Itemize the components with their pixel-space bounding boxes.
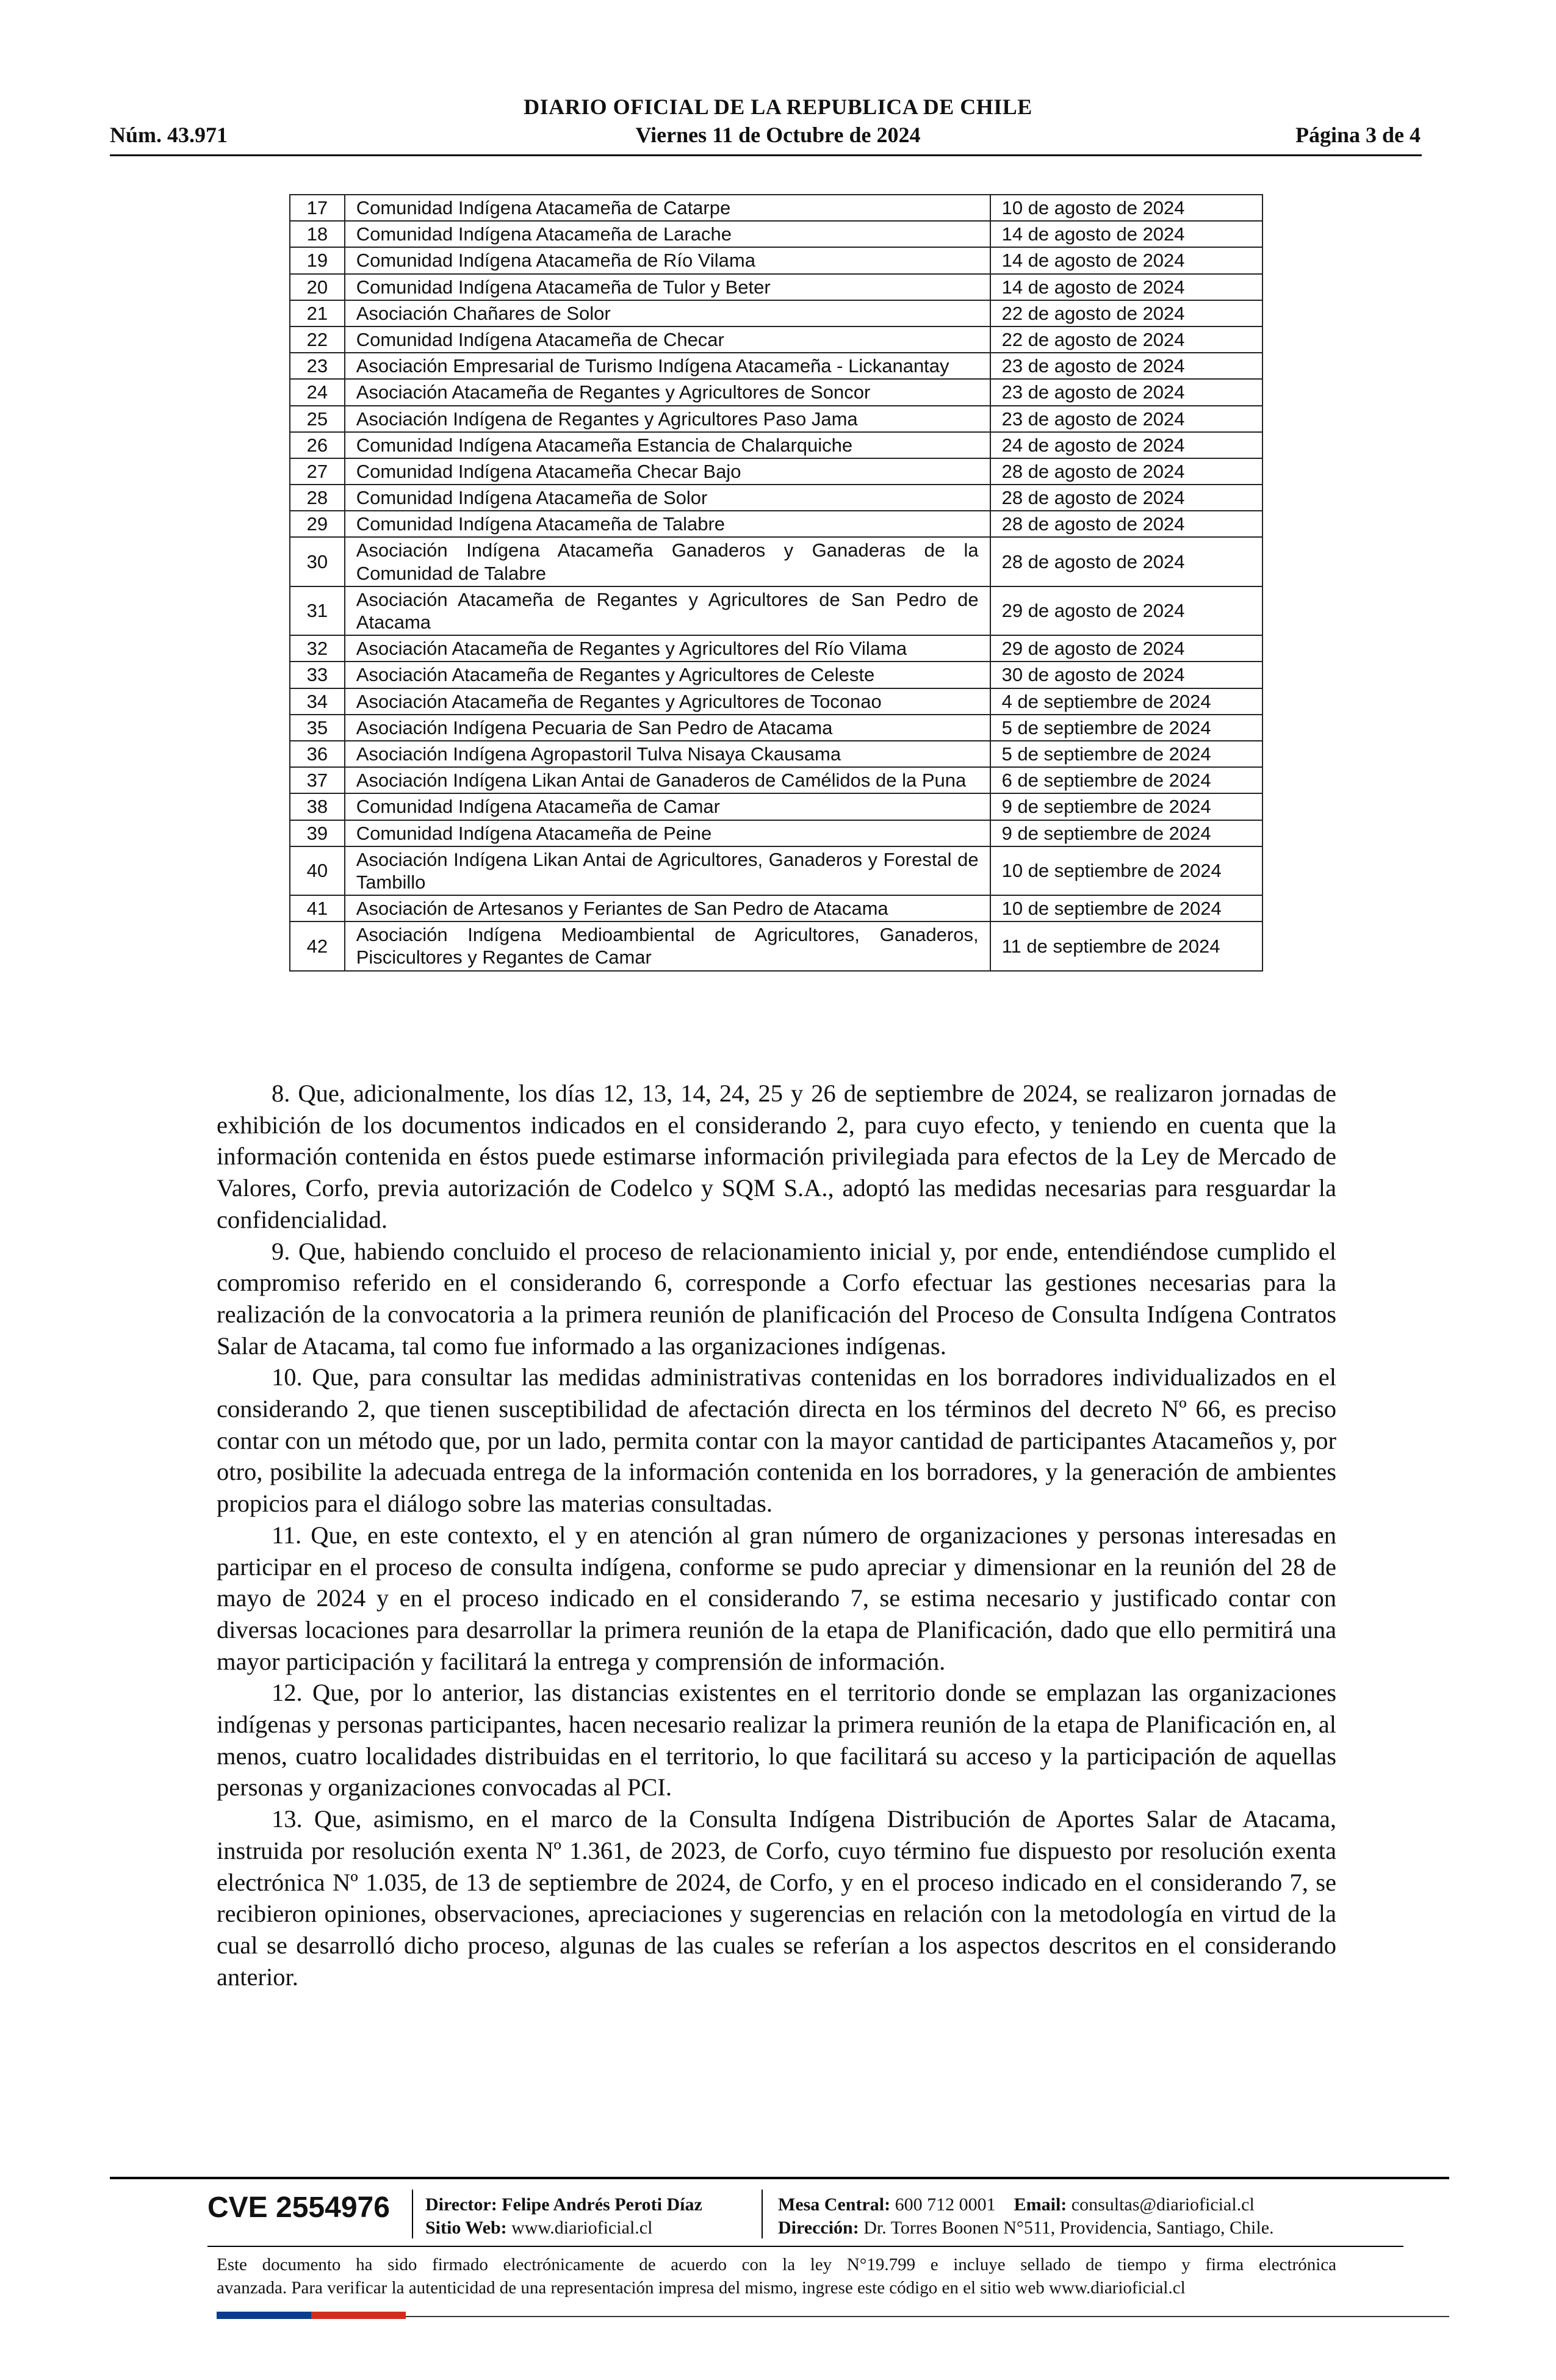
meeting-date: 30 de agosto de 2024	[990, 662, 1262, 688]
chile-flag-stripe	[217, 2312, 406, 2319]
meeting-date: 29 de agosto de 2024	[990, 635, 1262, 662]
table-row	[290, 715, 1262, 741]
row-number: 32	[290, 635, 345, 662]
flag-blue-band	[217, 2312, 311, 2319]
meeting-date: 23 de agosto de 2024	[990, 353, 1262, 379]
meeting-date: 28 de agosto de 2024	[990, 485, 1262, 511]
meeting-date: 28 de agosto de 2024	[990, 537, 1262, 586]
organizations-table-body	[290, 195, 1262, 971]
table-row	[290, 406, 1262, 432]
row-number: 41	[290, 895, 345, 921]
table-row	[290, 300, 1262, 326]
director-name: Felipe Andrés Peroti Díaz	[502, 2194, 702, 2215]
footer-contact-info	[778, 2193, 1274, 2240]
organization-name: Asociación Indígena de Regantes y Agricultores Paso Jama	[345, 406, 990, 432]
meeting-date: 11 de septiembre de 2024	[990, 921, 1262, 970]
meeting-date: 14 de agosto de 2024	[990, 274, 1262, 300]
organizations-table	[289, 194, 1263, 972]
organization-name: Asociación Indígena Likan Antai de Ganaderos de Camélidos de la Puna	[345, 767, 990, 793]
meeting-date: 14 de agosto de 2024	[990, 247, 1262, 273]
table-row	[290, 247, 1262, 273]
row-number: 27	[290, 458, 345, 485]
meeting-date: 24 de agosto de 2024	[990, 432, 1262, 458]
site-link[interactable]: www.diarioficial.cl	[511, 2218, 653, 2238]
table-row	[290, 586, 1262, 635]
paragraph-11: 11. Que, en este contexto, el y en atención al gran número de organizaciones y personas interesadas en participar en el proceso de consulta indígena, conforme se pudo apreciar y dimensionar en la reunión del 28 de mayo de 2024 y en el proceso indicado en el considerando 7, se estima necesario y justificado contar con diversas locaciones para desarrollar la primera reunión de la etapa de Planificación, dado que ello permitirá una mayor participación y facilitará la entrega y comprensión de información.	[217, 1521, 1336, 1675]
table-row	[290, 688, 1262, 715]
organization-name: Comunidad Indígena Atacameña de Checar	[345, 326, 990, 353]
organization-name: Asociación Empresarial de Turismo Indígena Atacameña - Lickanantay	[345, 353, 990, 379]
table-row	[290, 793, 1262, 820]
table-row	[290, 274, 1262, 300]
organization-name: Asociación Indígena Atacameña Ganaderos y Ganaderas de la Comunidad de Talabre	[345, 537, 990, 586]
publication-title: DIARIO OFICIAL DE LA REPUBLICA DE CHILE	[524, 95, 1032, 119]
organization-name: Comunidad Indígena Atacameña de Camar	[345, 793, 990, 820]
row-number: 33	[290, 662, 345, 688]
organization-name: Asociación Atacameña de Regantes y Agricultores de San Pedro de Atacama	[345, 586, 990, 635]
meeting-date: 23 de agosto de 2024	[990, 379, 1262, 405]
table-row	[290, 511, 1262, 537]
table-row	[290, 379, 1262, 405]
row-number: 35	[290, 715, 345, 741]
row-number: 26	[290, 432, 345, 458]
organization-name: Comunidad Indígena Atacameña de Solor	[345, 485, 990, 511]
table-row	[290, 353, 1262, 379]
row-number: 29	[290, 511, 345, 537]
signature-notice-line-2: avanzada. Para verificar la autenticidad de una representación impresa del mismo, ingrese este código en el sitio web www.diarioficial.cl	[217, 2278, 1186, 2298]
meeting-date: 28 de agosto de 2024	[990, 458, 1262, 485]
site-label: Sitio Web:	[425, 2218, 507, 2238]
footer-divider	[110, 2177, 1449, 2179]
email-label: Email:	[1014, 2194, 1067, 2215]
footer-bottom-rule	[406, 2316, 1449, 2317]
organization-name: Comunidad Indígena Atacameña Checar Bajo	[345, 458, 990, 485]
email-link[interactable]: consultas@diarioficial.cl	[1071, 2194, 1255, 2215]
footer-separator	[412, 2190, 413, 2238]
row-number: 17	[290, 195, 345, 221]
paragraph-10: 10. Que, para consultar las medidas administrativas contenidas en los borradores individualizados en el considerando 2, que tienen susceptibilidad de afectación directa en los términos del decreto Nº 66, es preciso contar con un método que, por un lado, permita contar con la mayor cantidad de participantes Atacameños y, por otro, posibilite la adecuada entrega de la información contenida en los borradores, y la generación de ambientes propicios para el diálogo sobre las materias consultadas.	[217, 1363, 1336, 1518]
meeting-date: 10 de agosto de 2024	[990, 195, 1262, 221]
meeting-date: 5 de septiembre de 2024	[990, 741, 1262, 767]
footer-director-info	[425, 2193, 702, 2240]
row-number: 40	[290, 846, 345, 895]
paragraph-8: 8. Que, adicionalmente, los días 12, 13, 14, 24, 25 y 26 de septiembre de 2024, se realizaron jornadas de exhibición de los documentos indicados en el considerando 2, para cuyo efecto, y teniendo en cuenta que la información contenida en éstos puede estimarse información privilegiada para efectos de la Ley de Mercado de Valores, Corfo, previa autorización de Codelco y SQM S.A., adoptó las medidas necesarias para resguardar la confidencialidad.	[217, 1080, 1336, 1233]
table-row	[290, 326, 1262, 353]
organization-name: Comunidad Indígena Atacameña de Catarpe	[345, 195, 990, 221]
issue-number: Núm. 43.971	[110, 123, 228, 147]
organization-name: Comunidad Indígena Atacameña Estancia de Chalarquiche	[345, 432, 990, 458]
meeting-date: 14 de agosto de 2024	[990, 221, 1262, 247]
meeting-date: 28 de agosto de 2024	[990, 511, 1262, 537]
header-divider	[110, 154, 1422, 156]
table-row	[290, 221, 1262, 247]
meeting-date: 6 de septiembre de 2024	[990, 767, 1262, 793]
row-number: 34	[290, 688, 345, 715]
row-number: 42	[290, 921, 345, 970]
meeting-date: 4 de septiembre de 2024	[990, 688, 1262, 715]
footer-divider-thin	[207, 2246, 1403, 2247]
organization-name: Asociación Indígena Likan Antai de Agricultores, Ganaderos y Forestal de Tambillo	[345, 846, 990, 895]
organization-name: Asociación Indígena Agropastoril Tulva Nisaya Ckausama	[345, 741, 990, 767]
organization-name: Comunidad Indígena Atacameña de Larache	[345, 221, 990, 247]
row-number: 23	[290, 353, 345, 379]
table-row	[290, 846, 1262, 895]
flag-red-band	[311, 2312, 406, 2319]
mesa-phone: 600 712 0001	[895, 2194, 996, 2215]
address-label: Dirección:	[778, 2218, 859, 2238]
meeting-date: 10 de septiembre de 2024	[990, 846, 1262, 895]
table-row	[290, 485, 1262, 511]
organization-name: Asociación Indígena Medioambiental de Agricultores, Ganaderos, Piscicultores y Regantes de Camar	[345, 921, 990, 970]
paragraph-13: 13. Que, asimismo, en el marco de la Consulta Indígena Distribución de Aportes Salar de Atacama, instruida por resolución exenta Nº 1.361, de 2023, de Corfo, cuyo término fue dispuesto por resolución exenta electrónica Nº 1.035, de 13 de septiembre de 2024, de Corfo, y en el proceso indicado en el considerando 7, se recibieron opiniones, observaciones, apreciaciones y sugerencias en relación con la metodología en virtud de la cual se desarrolló dicho proceso, algunas de las cuales se referían a los aspectos descritos en el considerando anterior.	[217, 1805, 1336, 1991]
meeting-date: 9 de septiembre de 2024	[990, 820, 1262, 846]
signature-notice-line-1: Este documento ha sido firmado electrónicamente de acuerdo con la ley N°19.799 e incluye sellado de tiempo y firma electrónica	[217, 2255, 1336, 2274]
organization-name: Comunidad Indígena Atacameña de Peine	[345, 820, 990, 846]
table-row	[290, 741, 1262, 767]
row-number: 30	[290, 537, 345, 586]
row-number: 37	[290, 767, 345, 793]
table-row	[290, 895, 1262, 921]
row-number: 31	[290, 586, 345, 635]
organization-name: Asociación Atacameña de Regantes y Agricultores del Río Vilama	[345, 635, 990, 662]
organization-name: Comunidad Indígena Atacameña de Río Vilama	[345, 247, 990, 273]
row-number: 22	[290, 326, 345, 353]
meeting-date: 9 de septiembre de 2024	[990, 793, 1262, 820]
signature-notice	[217, 2253, 1336, 2299]
meeting-date: 22 de agosto de 2024	[990, 300, 1262, 326]
director-label: Director:	[425, 2194, 497, 2215]
meeting-date: 23 de agosto de 2024	[990, 406, 1262, 432]
paragraph-12: 12. Que, por lo anterior, las distancias existentes en el territorio donde se emplazan las organizaciones indígenas y personas participantes, hacen necesario realizar la primera reunión de la etapa de Planificación en, al menos, cuatro localidades distribuidas en el territorio, lo que facilitará su acceso y la participación de aquellas personas y organizaciones convocadas al PCI.	[217, 1679, 1336, 1801]
table-row	[290, 662, 1262, 688]
meeting-date: 10 de septiembre de 2024	[990, 895, 1262, 921]
organization-name: Asociación Indígena Pecuaria de San Pedro de Atacama	[345, 715, 990, 741]
table-row	[290, 458, 1262, 485]
page-indicator: Página 3 de 4	[1295, 123, 1421, 147]
organization-name: Asociación de Artesanos y Feriantes de San Pedro de Atacama	[345, 895, 990, 921]
meeting-date: 29 de agosto de 2024	[990, 586, 1262, 635]
table-row	[290, 767, 1262, 793]
table-row	[290, 820, 1262, 846]
row-number: 21	[290, 300, 345, 326]
organization-name: Asociación Atacameña de Regantes y Agricultores de Toconao	[345, 688, 990, 715]
row-number: 36	[290, 741, 345, 767]
mesa-label: Mesa Central:	[778, 2194, 891, 2215]
row-number: 19	[290, 247, 345, 273]
organization-name: Comunidad Indígena Atacameña de Tulor y Beter	[345, 274, 990, 300]
row-number: 24	[290, 379, 345, 405]
footer-separator	[762, 2190, 763, 2238]
row-number: 38	[290, 793, 345, 820]
paragraph-9: 9. Que, habiendo concluido el proceso de relacionamiento inicial y, por ende, entendiéndose cumplido el compromiso referido en el considerando 6, corresponde a Corfo efectuar las gestiones necesarias para la realización de la convocatoria a la primera reunión de planificación del Proceso de Consulta Indígena Contratos Salar de Atacama, tal como fue informado a las organizaciones indígenas.	[217, 1237, 1336, 1360]
table-row	[290, 195, 1262, 221]
table-row	[290, 537, 1262, 586]
organization-name: Comunidad Indígena Atacameña de Talabre	[345, 511, 990, 537]
organization-name: Asociación Atacameña de Regantes y Agricultores de Soncor	[345, 379, 990, 405]
meeting-date: 5 de septiembre de 2024	[990, 715, 1262, 741]
row-number: 39	[290, 820, 345, 846]
table-row	[290, 635, 1262, 662]
row-number: 25	[290, 406, 345, 432]
organization-name: Asociación Atacameña de Regantes y Agricultores de Celeste	[345, 662, 990, 688]
cve-code: CVE 2554976	[207, 2191, 390, 2224]
body-text	[217, 1078, 1336, 1992]
table-row	[290, 432, 1262, 458]
meeting-date: 22 de agosto de 2024	[990, 326, 1262, 353]
table-row	[290, 921, 1262, 970]
row-number: 20	[290, 274, 345, 300]
publication-date: Viernes 11 de Octubre de 2024	[635, 123, 921, 147]
row-number: 28	[290, 485, 345, 511]
organization-name: Asociación Chañares de Solor	[345, 300, 990, 326]
address-value: Dr. Torres Boonen N°511, Providencia, Santiago, Chile.	[863, 2218, 1274, 2238]
row-number: 18	[290, 221, 345, 247]
